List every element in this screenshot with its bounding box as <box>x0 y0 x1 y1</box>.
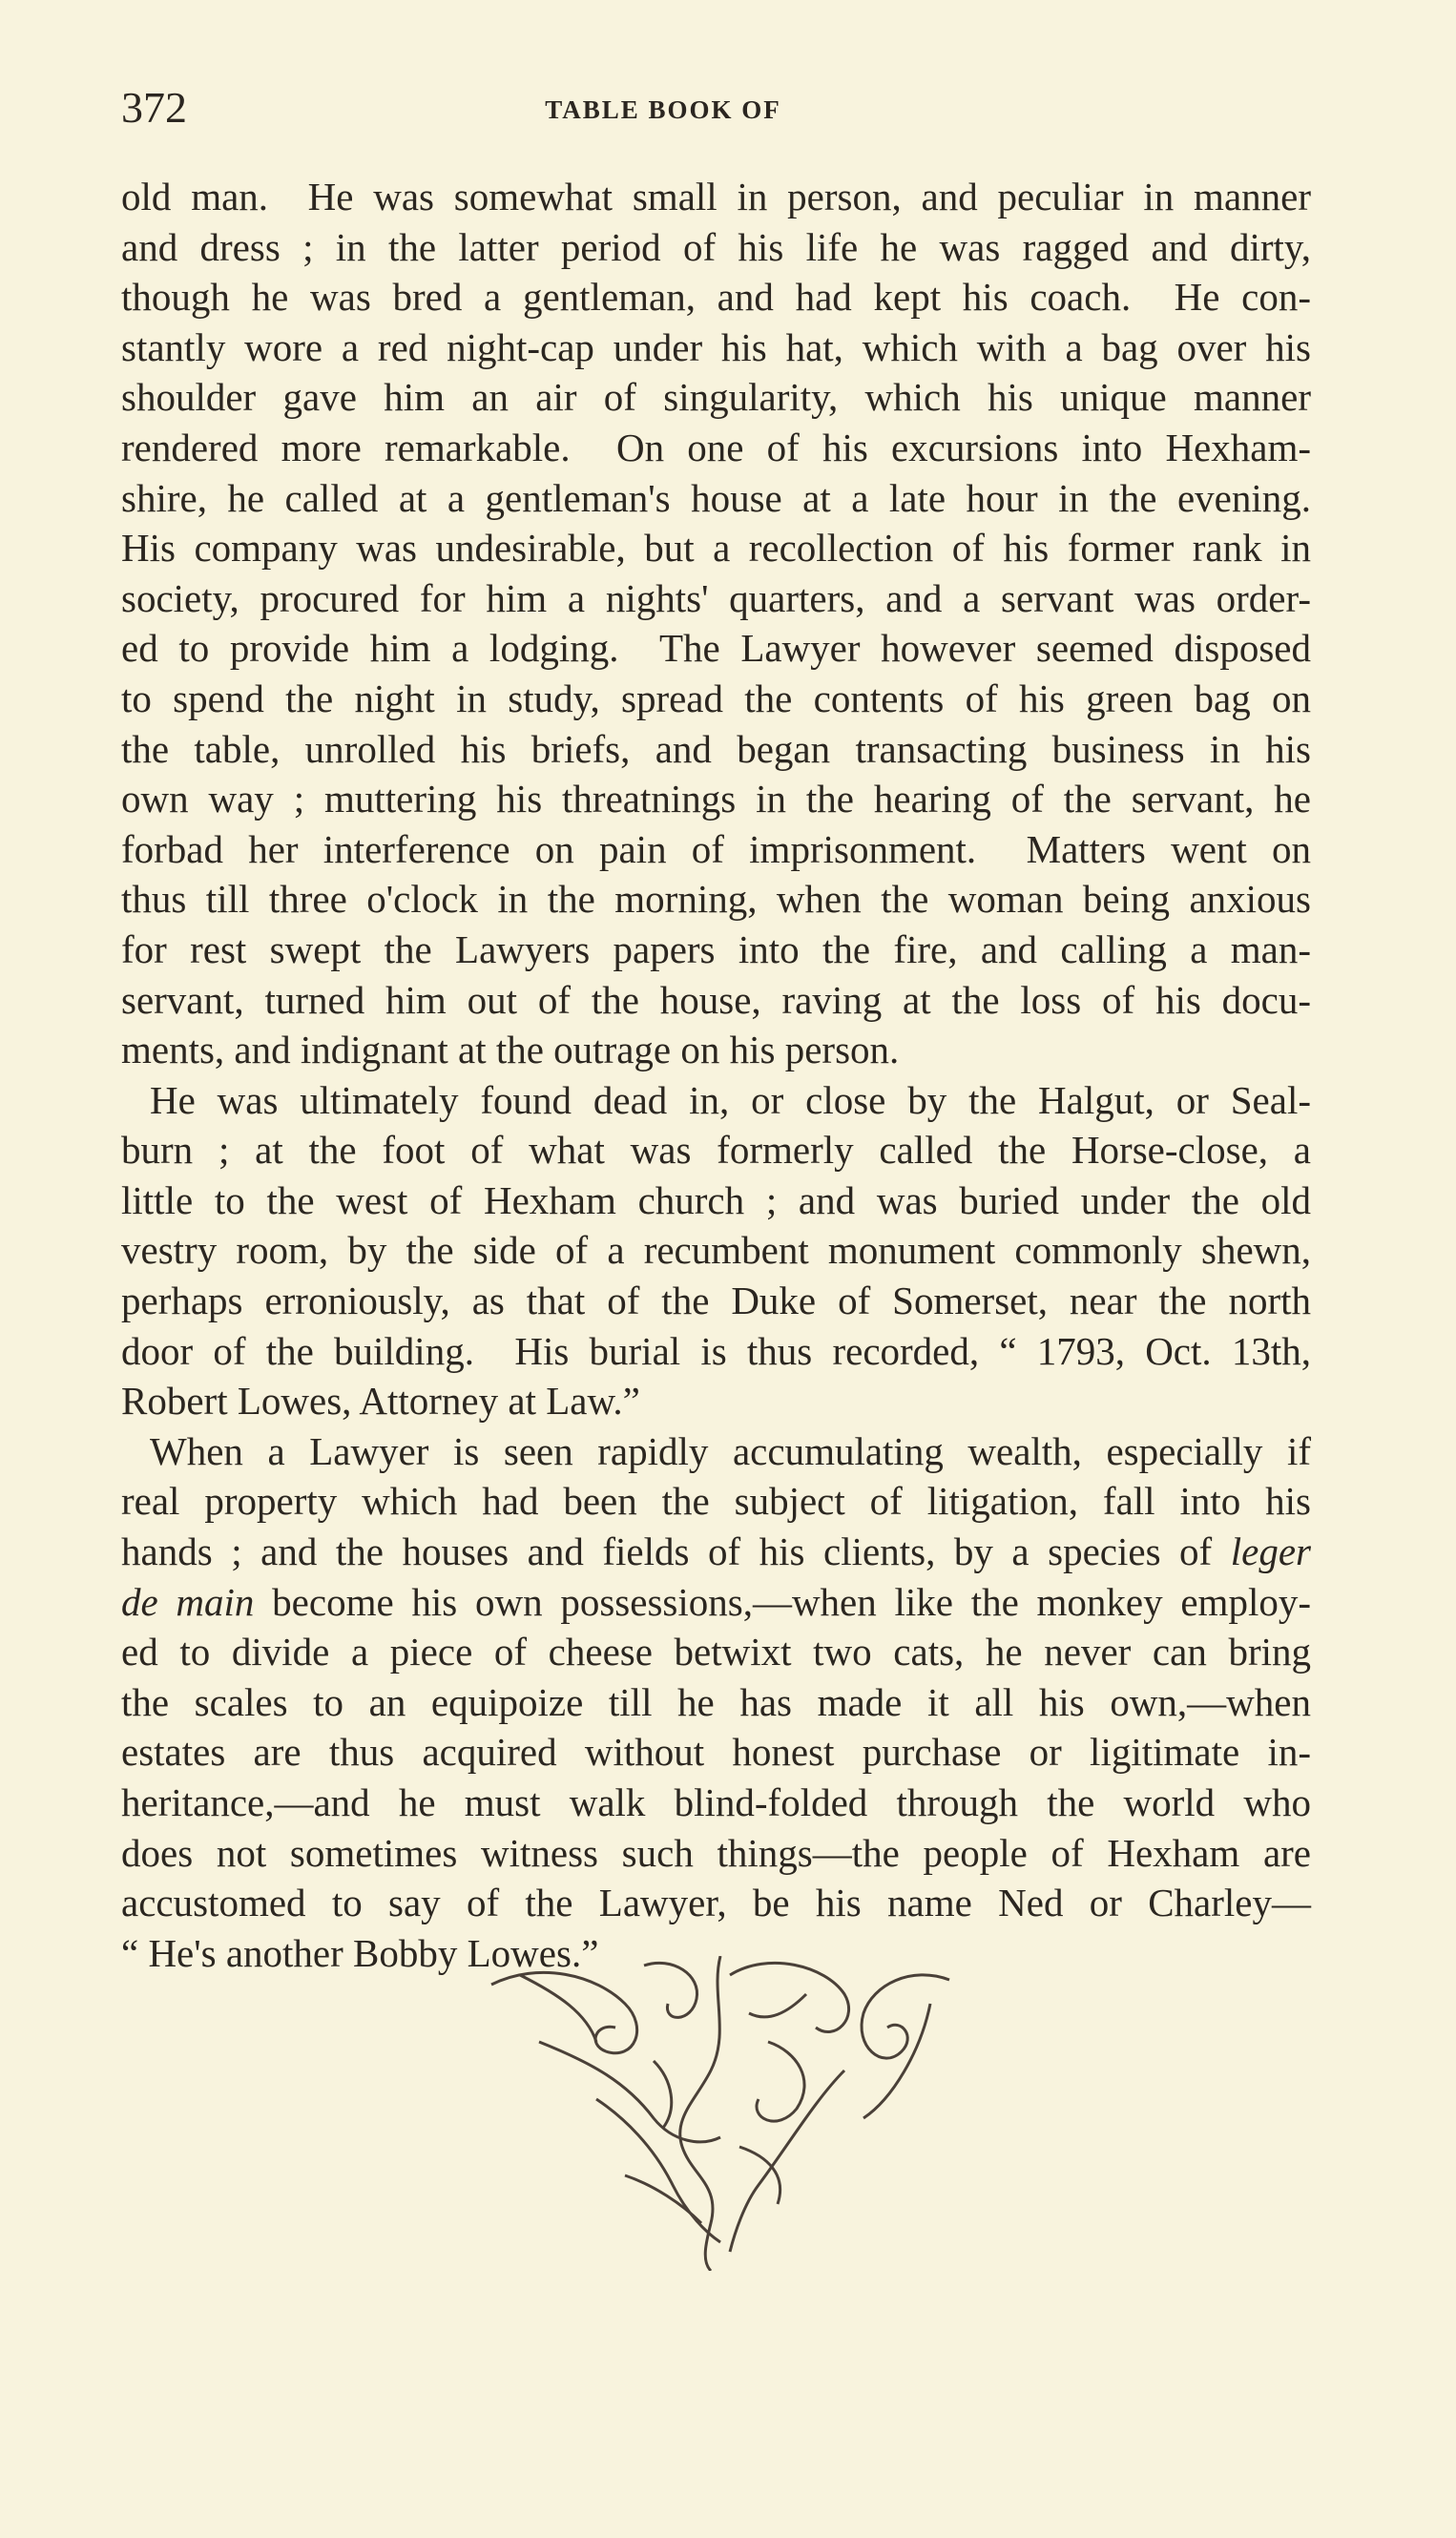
text-line <box>121 1476 1311 1527</box>
line-text: door of the building. His burial is thus recorded, “ 1793, Oct. 13th, <box>121 1328 1311 1373</box>
text-line <box>121 774 1311 824</box>
text-line <box>121 925 1311 975</box>
line-text: Robert Lowes, Attorney at Law.” <box>121 1379 640 1424</box>
line-text: though he was bred a gentleman, and had kept his coach. He con- <box>121 275 1311 320</box>
text-line <box>121 1627 1311 1677</box>
line-text: little to the west of Hexham church ; and was buried under the old <box>121 1177 1311 1222</box>
line-text: vestry room, by the side of a recumbent monument commonly shewn, <box>121 1228 1311 1273</box>
text-line <box>121 1326 1311 1377</box>
line-text: become his own possessions,—when like the monkey employ- <box>254 1579 1311 1624</box>
line-text: shire, he called at a gentleman's house at a late hour in the evening. <box>121 475 1311 520</box>
text-line <box>121 1778 1311 1828</box>
line-text: and dress ; in the latter period of his life he was ragged and dirty, <box>121 224 1311 269</box>
line-text: His company was undesirable, but a recollection of his former rank in <box>121 526 1311 571</box>
italic-phrase: leger <box>1230 1529 1311 1574</box>
text-line <box>121 473 1311 524</box>
line-text: forbad her interference on pain of imprisonment. Matters went on <box>121 826 1311 871</box>
running-title: TABLE BOOK OF <box>545 95 781 124</box>
line-text: old man. He was somewhat small in person, and peculiar in manner <box>121 175 1311 218</box>
line-text: thus till three o'clock in the morning, when the woman being anxious <box>121 877 1311 922</box>
line-text: perhaps erroniously, as that of the Duke of Somerset, near the north <box>121 1279 1311 1323</box>
text-line <box>121 222 1311 273</box>
line-text: servant, turned him out of the house, raving at the loss of his docu- <box>121 977 1311 1022</box>
line-text: burn ; at the foot of what was formerly called the Horse-close, a <box>121 1128 1311 1173</box>
text-line <box>121 1125 1311 1175</box>
text-line <box>121 724 1311 775</box>
text-line <box>121 1025 1311 1075</box>
line-text: the table, unrolled his briefs, and began transacting business in his <box>121 726 1311 771</box>
line-text: accustomed to say of the Lawyer, be his name Ned or Charley— <box>121 1881 1311 1925</box>
line-text: rendered more remarkable. On one of his excursions into Hexham- <box>121 425 1311 469</box>
line-text: to spend the night in study, spread the contents of his green bag on <box>121 676 1311 720</box>
line-text: heritance,—and he must walk blind-folded through the world who <box>121 1780 1311 1824</box>
line-text: estates are thus acquired without honest purchase or ligitimate in- <box>121 1730 1311 1775</box>
text-line <box>121 272 1311 322</box>
text-line <box>121 1175 1311 1226</box>
line-text: When a Lawyer is seen rapidly accumulating wealth, especially if <box>150 1428 1311 1473</box>
text-line <box>121 523 1311 573</box>
text-line <box>121 1828 1311 1879</box>
text-line <box>121 1376 1311 1426</box>
line-text: shoulder gave him an air of singularity, which his unique manner <box>121 375 1311 420</box>
line-text: for rest swept the Lawyers papers into the fire, and calling a man- <box>121 926 1311 971</box>
line-text: own way ; muttering his threatnings in the hearing of the servant, he <box>121 777 1311 822</box>
line-text: real property which had been the subject of litigation, fall into his <box>121 1479 1311 1524</box>
line-text: ed to divide a piece of cheese betwixt two cats, he never can bring <box>121 1630 1311 1675</box>
line-text: society, procured for him a nights' quarters, and a servant was order- <box>121 575 1311 620</box>
text-line <box>121 1527 1311 1577</box>
text-line <box>121 1677 1311 1728</box>
text-line <box>121 1878 1311 1928</box>
text-line <box>121 975 1311 1026</box>
text-line <box>121 423 1311 473</box>
text-line <box>121 824 1311 875</box>
page-number: 372 <box>121 83 187 132</box>
text-line <box>121 573 1311 624</box>
text-line <box>121 372 1311 423</box>
floral-tailpiece-icon <box>482 1956 959 2271</box>
italic-phrase: de main <box>121 1579 255 1624</box>
body-text <box>121 172 1311 1978</box>
text-line <box>121 1276 1311 1326</box>
line-text: hands ; and the houses and fields of his clients, by a species of <box>121 1529 1231 1574</box>
text-line <box>121 1426 1311 1477</box>
line-text: ed to provide him a lodging. The Lawyer however seemed disposed <box>121 626 1311 671</box>
text-line <box>121 1727 1311 1778</box>
text-line <box>121 874 1311 925</box>
text-line <box>121 1075 1311 1126</box>
line-text: the scales to an equipoize till he has made it all his own,—when <box>121 1679 1311 1724</box>
line-text: stantly wore a red night-cap under his hat, which with a bag over his <box>121 324 1311 369</box>
text-line <box>121 674 1311 724</box>
line-text: He was ultimately found dead in, or close by the Halgut, or Seal- <box>150 1077 1311 1122</box>
text-line <box>121 1577 1311 1628</box>
line-text: does not sometimes witness such things—the people of Hexham are <box>121 1830 1311 1875</box>
text-line <box>121 623 1311 674</box>
line-text: ments, and indignant at the outrage on his person. <box>121 1028 900 1072</box>
text-line <box>121 322 1311 373</box>
text-line <box>121 172 1311 222</box>
line-text: “ He's another Bobby Lowes.” <box>121 1930 599 1975</box>
text-line <box>121 1225 1311 1276</box>
